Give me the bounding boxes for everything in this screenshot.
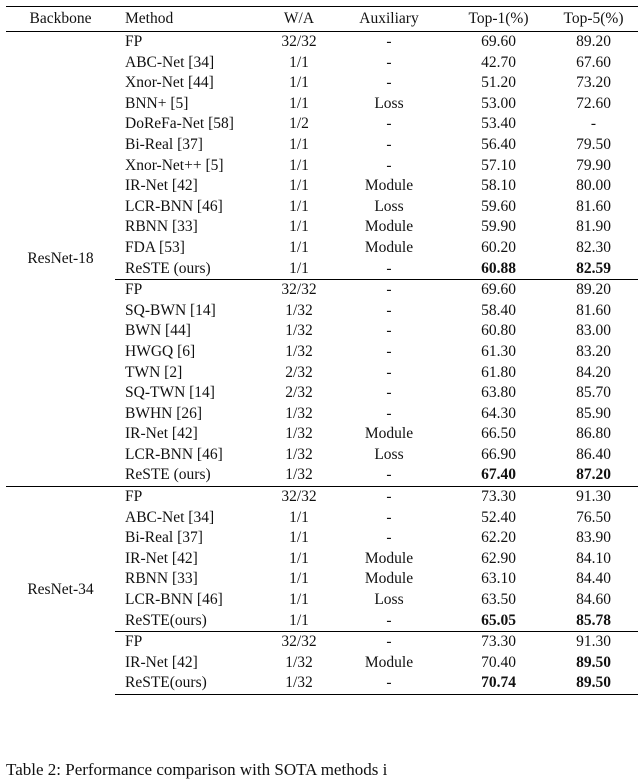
top5-cell: 84.60 [576,591,611,609]
method-cell: DoReFa-Net [58] [125,115,234,133]
auxiliary-cell: - [386,156,392,174]
auxiliary-cell: - [386,363,392,381]
wa-cell: 1/1 [289,238,309,256]
method-cell: ReSTE(ours) [125,611,207,629]
top5-cell: 81.60 [576,197,611,215]
wa-cell: 1/32 [285,404,313,422]
wa-cell: 1/1 [289,549,309,567]
method-cell: FP [115,280,268,301]
top5-cell: 81.90 [576,218,611,236]
backbone-cell: ResNet-34 [6,487,115,695]
wa-cell: 1/32 [268,673,330,694]
auxiliary-cell: - [386,611,392,629]
wa-cell: 1/32 [285,653,313,671]
method-cell: Bi-Real [37] [125,135,203,153]
wa-cell: 1/1 [289,570,309,588]
top1-cell: 64.30 [481,404,516,422]
top1-cell: 60.80 [481,322,516,340]
auxiliary-cell: - [386,342,392,360]
method-cell: FP [115,487,268,508]
method-cell: Bi-Real [37] [125,529,203,547]
method-cell: RBNN [33] [125,570,198,588]
method-cell: BNN+ [5] [125,94,189,112]
auxiliary-cell: - [386,115,392,133]
top1-cell: 65.05 [481,611,516,629]
auxiliary-cell: - [330,632,448,653]
method-cell: SQ-TWN [14] [125,384,215,402]
top5-cell: 85.70 [576,384,611,402]
top1-cell: 63.10 [481,570,516,588]
wa-cell: 1/32 [285,425,313,443]
wa-cell: 1/1 [289,74,309,92]
top5-cell: 82.30 [576,238,611,256]
top5-cell: 85.90 [576,404,611,422]
top1-cell: 67.40 [481,466,516,484]
top5-cell: 79.90 [576,156,611,174]
top1-cell: 66.50 [481,425,516,443]
wa-cell: 1/32 [285,445,313,463]
top5-cell: 86.40 [576,445,611,463]
auxiliary-cell: - [330,280,448,301]
top5-cell: 89.50 [576,653,611,671]
top1-cell: 52.40 [481,508,516,526]
top1-cell: 73.30 [448,632,549,653]
header-row [6,7,638,32]
auxiliary-cell: - [386,466,392,484]
method-cell: FP [125,33,143,50]
method-cell: ABC-Net [34] [125,53,215,71]
top1-cell: 60.88 [481,259,516,277]
top5-cell: 72.60 [576,94,611,112]
top5-cell: 81.60 [576,301,611,319]
method-cell: BWN [44] [125,322,191,340]
header-wa: W/A [268,7,330,32]
top5-cell: 73.20 [576,74,611,92]
header-backbone: Backbone [6,7,115,32]
auxiliary-cell: Loss [374,197,404,215]
top1-cell: 58.10 [481,177,516,195]
wa-cell: 1/1 [289,197,309,215]
method-cell: IR-Net [42] [125,425,198,443]
table-row [6,32,638,53]
method-cell: FDA [53] [125,238,185,256]
top1-cell: 63.50 [481,591,516,609]
auxiliary-cell: - [386,529,392,547]
method-cell: HWGQ [6] [125,342,196,360]
top1-cell: 66.90 [481,445,516,463]
top1-cell: 62.20 [481,529,516,547]
method-cell: IR-Net [42] [125,177,198,195]
top5-cell: 89.20 [576,33,611,50]
top5-cell: 84.10 [576,549,611,567]
method-cell: FP [115,632,268,653]
top5-cell: 83.00 [576,322,611,340]
wa-cell: 32/32 [268,632,330,653]
wa-cell: 1/32 [285,466,313,484]
method-cell: IR-Net [42] [125,549,198,567]
table-caption: Table 2: Performance comparison with SOTA methods i [6,760,388,779]
top5-cell: 79.50 [576,135,611,153]
method-cell: SQ-BWN [14] [125,301,216,319]
backbone-cell: ResNet-18 [27,249,94,267]
auxiliary-cell: - [386,259,392,277]
top1-cell: 57.10 [481,156,516,174]
auxiliary-cell: Module [364,238,414,256]
auxiliary-cell: Module [364,425,414,443]
auxiliary-cell: Module [364,177,414,195]
wa-cell: 2/32 [285,384,313,402]
wa-cell: 1/32 [285,301,313,319]
top5-cell: 87.20 [576,466,611,484]
auxiliary-cell: Module [364,570,414,588]
auxiliary-cell: Module [364,653,414,671]
auxiliary-cell: - [386,322,392,340]
top1-cell: 60.20 [481,238,516,256]
top5-cell: 67.60 [576,53,611,71]
header-top1: Top-1(%) [448,7,549,32]
top1-cell: 69.60 [481,33,516,50]
method-cell: ReSTE (ours) [125,466,211,484]
top1-cell: 61.30 [481,342,516,360]
top1-cell: 63.80 [481,384,516,402]
top5-cell: 83.20 [576,342,611,360]
wa-cell: 32/32 [268,487,330,508]
top1-cell: 70.40 [481,653,516,671]
auxiliary-cell: - [386,384,392,402]
auxiliary-cell: Module [364,218,414,236]
table-body [6,32,638,695]
top1-cell: 61.80 [481,363,516,381]
top1-cell: 56.40 [481,135,516,153]
auxiliary-cell: Loss [374,94,404,112]
method-cell: ReSTE (ours) [125,259,211,277]
wa-cell: 1/1 [289,611,309,629]
wa-cell: 1/1 [289,259,309,277]
results-table [6,6,638,695]
method-cell: Xnor-Net [44] [125,74,214,92]
method-cell: RBNN [33] [125,218,198,236]
wa-cell: 1/2 [289,115,309,133]
top1-cell: 70.74 [448,673,549,694]
wa-cell: 1/1 [289,177,309,195]
top1-cell: 73.30 [448,487,549,508]
top1-cell: 59.60 [481,197,516,215]
wa-cell: 1/1 [289,135,309,153]
auxiliary-cell: - [386,404,392,422]
wa-cell: 1/1 [289,508,309,526]
method-cell: Xnor-Net++ [5] [125,156,224,174]
method-cell: LCR-BNN [46] [125,197,223,215]
auxiliary-cell: - [386,74,392,92]
wa-cell: 2/32 [285,363,313,381]
top1-cell: 58.40 [481,301,516,319]
top5-cell: 84.20 [576,363,611,381]
table-row [6,487,638,508]
auxiliary-cell: - [330,673,448,694]
top5-cell: 89.20 [549,280,638,301]
wa-cell: 1/1 [289,94,309,112]
method-cell: ReSTE(ours) [115,673,268,694]
auxiliary-cell: - [386,301,392,319]
auxiliary-cell: - [386,135,392,153]
top5-cell: 84.40 [576,570,611,588]
auxiliary-cell: Loss [374,591,404,609]
wa-cell: 1/1 [289,591,309,609]
top5-cell: 82.59 [576,259,611,277]
header-method: Method [115,7,268,32]
top5-cell: 89.50 [549,673,638,694]
top5-cell: 85.78 [576,611,611,629]
wa-cell: 1/1 [289,53,309,71]
auxiliary-cell: - [330,487,448,508]
auxiliary-cell: Module [364,549,414,567]
top5-cell: 83.90 [576,529,611,547]
auxiliary-cell: Loss [374,445,404,463]
header-auxiliary: Auxiliary [330,7,448,32]
method-cell: ABC-Net [34] [125,508,215,526]
top1-cell: 51.20 [481,74,516,92]
wa-cell: 1/32 [285,342,313,360]
method-cell: LCR-BNN [46] [125,591,223,609]
method-cell: IR-Net [42] [125,653,198,671]
top1-cell: 62.90 [481,549,516,567]
top5-cell: 91.30 [549,632,638,653]
method-cell: BWHN [26] [125,404,203,422]
wa-cell: 1/1 [289,529,309,547]
top5-cell: 86.80 [576,425,611,443]
header-top5: Top-5(%) [549,7,638,32]
wa-cell: 32/32 [268,280,330,301]
auxiliary-cell: - [386,53,392,71]
wa-cell: 1/32 [285,322,313,340]
wa-cell: 1/1 [289,156,309,174]
wa-cell: 32/32 [281,33,317,50]
top5-cell: 80.00 [576,177,611,195]
top1-cell: 53.00 [481,94,516,112]
top5-cell: 91.30 [549,487,638,508]
top5-cell: 76.50 [576,508,611,526]
auxiliary-cell: - [386,508,392,526]
wa-cell: 1/1 [289,218,309,236]
method-cell: LCR-BNN [46] [125,445,223,463]
top1-cell: 53.40 [481,115,516,133]
auxiliary-cell: - [386,33,392,50]
top5-cell: - [590,115,597,133]
method-cell: TWN [2] [125,363,183,381]
top1-cell: 69.60 [448,280,549,301]
top1-cell: 59.90 [481,218,516,236]
top1-cell: 42.70 [481,53,516,71]
